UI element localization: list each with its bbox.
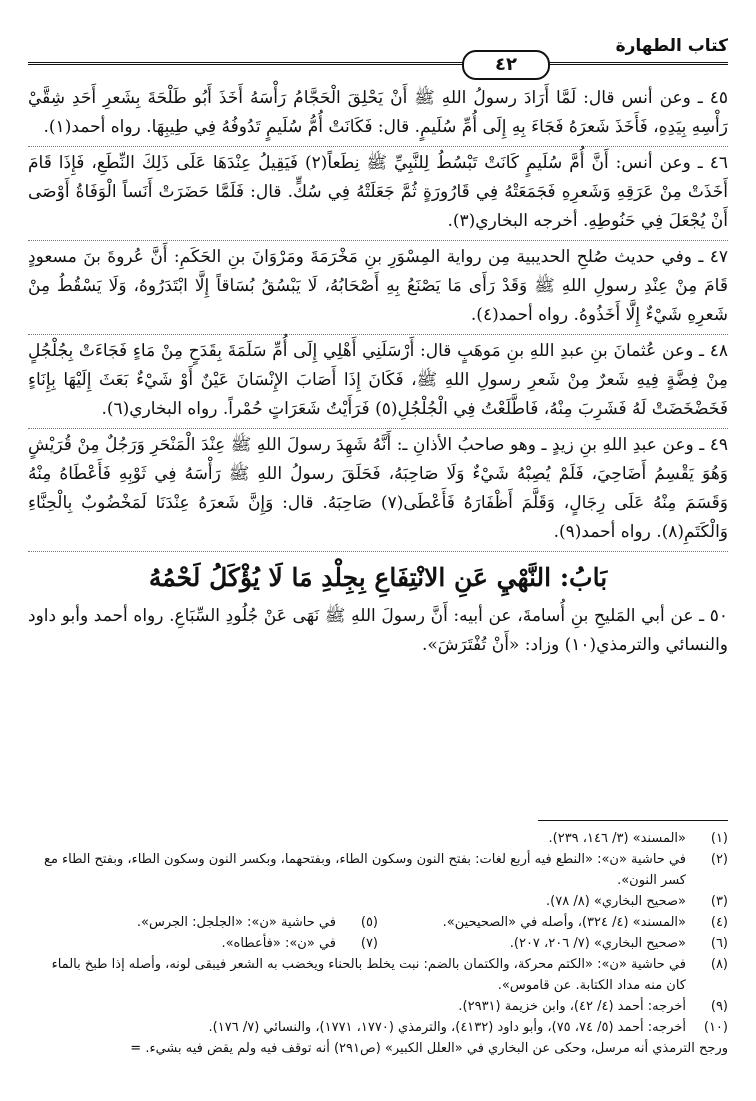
footnote-9 [28, 996, 728, 1017]
hadith-45: ٤٥ ـ وعن أنس قال: لَمَّا أَرَادَ رسولُ اللهِ ﷺ أَنْ يَحْلِقَ الْحَجَّامُ رَأْسَهُ أَخَذَ أَبُو طَلْحَةَ بِشَعرِ أَحَدِ شِقَّيْ رَأْسِهِ بِيَدِهِ، فَأَخَذَ شَعرَهُ فَجَاءَ بِهِ إِلَى أُمِّ سُلَيمٍ. قال: فَكَانَتْ أُمُّ سُلَيمٍ تَدُوفُهُ فِي طِيبِهَا. رواه أحمد(١). [28, 84, 728, 147]
footnote-separator [538, 820, 728, 821]
footnote-number: (١) [710, 831, 728, 846]
running-title: كتاب الطهارة [615, 36, 728, 56]
footnote-row-6-7 [28, 933, 728, 954]
footnote-text: في «ن»: «فأعطاه». [221, 936, 336, 951]
footnote-1 [28, 828, 728, 849]
footnote-6 [378, 933, 728, 954]
hadith-49: ٤٩ ـ وعن عبدِ اللهِ بنِ زيدٍ ـ وهو صاحبُ الأذانِ ـ: أَنَّهُ شَهِدَ رسولَ اللهِ ﷺ عِنْدَ الْمَنْحَرِ وَرَجُلٌ مِنْ قُرَيْشٍ وَهُوَ يَقْسِمُ أَضَاحِيَ، فَلَمْ يُصِبْهُ شَيْءٌ وَلَا صَاحِبَهُ، فَحَلَقَ رسولُ اللهِ ﷺ رَأْسَهُ فِي ثَوْبِهِ فَأَعْطَاهُ مِنْهُ وَقَسَمَ مِنْهُ عَلَى رِجَالٍ، وَقَلَّمَ أَظْفَارَهُ فَأَعْطَى(٧) صَاحِبَهُ. قال: وَإِنَّ شَعرَهُ عِنْدَنَا لَمَخْضُوبٌ بِالْحِنَّاءِ وَالْكَتَمِ(٨). رواه أحمد(٩). [28, 431, 728, 552]
header-rule [28, 62, 728, 65]
footnote-text: في حاشية «ن»: «الكتم محركة، والكتمان بالضم: نبت يخلط بالحناء ويخضب به الشعر فيبقى لونه، وأصله إذا طبخ بالماء كان منه مداد الكتابة. عن قاموس». [51, 957, 686, 993]
footnote-text: في حاشية «ن»: «النطع فيه أربع لغات: بفتح النون وسكون الطاء، وبفتحهما، وبكسر النون وسكون الطاء، وبفتح الطاء مع كسر النون». [44, 852, 686, 888]
footnote-text: «المسند» (٤/ ٣٢٤)، وأصله في «الصحيحين». [442, 915, 686, 930]
hadith-50: ٥٠ ـ عن أبي المَليحِ بنِ أُسامةَ، عن أبيه: أَنَّ رسولَ اللهِ ﷺ نَهَى عَنْ جُلُودِ السِّبَاعِ. رواه أحمد وأبو داود والنسائي والترمذي(١٠) وزاد: «أَنْ تُفْتَرَشَ». [28, 606, 728, 655]
chapter-heading: بَابُ: النَّهْيِ عَنِ الانْتِفَاعِ بِجِلْدِ مَا لَا يُؤْكَلُ لَحْمُهُ [148, 563, 608, 592]
footnote-continuation: ورجح الترمذي أنه مرسل، وحكى عن البخاري في «العلل الكبير» (ص٢٩١) أنه توقف فيه ولم يقض فيه بشيء. = [130, 1041, 728, 1056]
footnote-10 [28, 1017, 728, 1038]
footnote-number: (٦) [710, 936, 728, 951]
footnote-3 [28, 891, 728, 912]
footnote-text: «المسند» (٣/ ١٤٦، ٢٣٩). [548, 831, 686, 846]
page-header [28, 30, 728, 74]
footnote-5 [28, 912, 378, 933]
page-number-badge: ٤٢ [462, 50, 550, 80]
footnote-number: (٩) [710, 999, 728, 1014]
footnote-text: «صحيح البخاري» (٨/ ٧٨). [546, 894, 686, 909]
footnote-text: أخرجه: أحمد (٤/ ٤٢)، وابن خزيمة (٢٩٣١). [458, 999, 686, 1014]
hadith-48: ٤٨ ـ وعن عُثمانَ بنِ عبدِ اللهِ بنِ مَوهَبٍ قال: أَرْسَلَنِي أَهْلِي إِلَى أُمِّ سَلَمَةَ بِقَدَحٍ مِنْ مَاءٍ فَجَاءَتْ بِجُلْجُلٍ مِنْ فِضَّةٍ فِيهِ شَعرٌ مِنْ شَعرِ رسولِ اللهِ ﷺ، فَكَانَ إِذَا أَصَابَ الإِنْسَانَ عَيْنٌ أَوْ شَيْءٌ بَعَثَ إِلَيْهَا بِإِنَاءٍ فَخَضْخَضَتْ لَهُ فَشَرِبَ مِنْهُ، فَاطَّلَعْتُ فِي الْجُلْجُلِ(٥) فَرَأَيْتُ شَعَرَاتٍ حُمْراً. رواه البخاري(٦). [28, 337, 728, 429]
main-text [28, 84, 728, 666]
footnote-number: (٧) [360, 936, 378, 951]
hadith-47: ٤٧ ـ وفي حديث صُلحِ الحديبية مِن رواية المِسْوَرِ بنِ مَخْرَمَةَ ومَرْوَانَ بنِ الحَكَمِ: أَنَّ عُروةَ بنَ مسعودٍ قَامَ مِنْ عِنْدِ رسولِ اللهِ ﷺ وَقَدْ رَأَى مَا يَصْنَعُ بِهِ أَصْحَابُهُ، لَا يَبْسُقُ بُسَاقاً إِلَّا ابْتَدَرُوهُ، وَلَا يَسْقُطُ مِنْ شَعرِهِ شَيْءٌ إِلَّا أَخَذُوهُ. رواه أحمد(٤). [28, 243, 728, 335]
footnote-number: (١٠) [703, 1020, 728, 1035]
footnote-8 [28, 954, 728, 996]
footnote-text: «صحيح البخاري» (٧/ ٢٠٦، ٢٠٧). [509, 936, 686, 951]
footnote-text: في حاشية «ن»: «الجلجل: الجرس». [136, 915, 336, 930]
footnote-2 [28, 849, 728, 891]
footnote-row-4-5 [28, 912, 728, 933]
footnote-4 [378, 912, 728, 933]
footnote-text: أخرجه: أحمد (٥/ ٧٤، ٧٥)، وأبو داود (٤١٣٢)، والترمذي (١٧٧٠، ١٧٧١)، والنسائي (٧/ ١٧٦). [208, 1020, 686, 1035]
footnote-number: (٣) [710, 894, 728, 909]
footnote-number: (٥) [360, 915, 378, 930]
footnotes [28, 828, 728, 1059]
footnote-number: (٢) [710, 852, 728, 867]
hadith-46: ٤٦ ـ وعن أنس: أَنَّ أُمَّ سُلَيمٍ كَانَتْ تَبْسُطُ لِلنَّبِيِّ ﷺ نِطَعاً(٢) فَيَقِيلُ عِنْدَهَا عَلَى ذَلِكَ النِّطَعِ، فَإِذَا قَامَ أَخَذَتْ مِنْ عَرَقِهِ وَشَعرِهِ فَجَمَعَتْهُ فِي قَارُورَةٍ ثُمَّ جَعَلَتْهُ فِي سُكٍّ. قال: فَلَمَّا حَضَرَتْ أَنَساً الْوَفَاةُ أَوْصَى أَنْ يُجْعَلَ فِي حَنُوطِهِ. أخرجه البخاري(٣). [28, 149, 728, 241]
footnote-number: (٤) [710, 915, 728, 930]
footnote-number: (٨) [710, 957, 728, 972]
footnote-7 [28, 933, 378, 954]
